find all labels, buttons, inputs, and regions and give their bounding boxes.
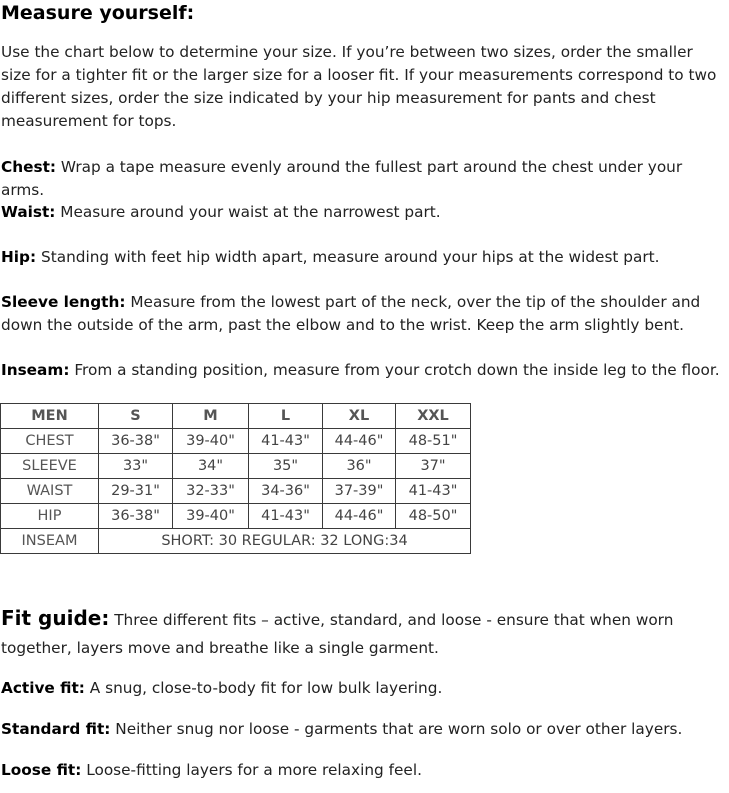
table-row [1,454,471,479]
table-cell: 35" [249,454,323,479]
standard-fit-text: Neither snug nor loose - garments that are worn solo or over other layers. [110,720,683,738]
header-size-s: S [99,404,173,429]
table-cell: 29-31" [99,479,173,504]
table-cell: 41-43" [249,504,323,529]
table-cell: 34-36" [249,479,323,504]
fit-guide-text: Three different fits – active, standard, and loose - ensure that when worn together, layers move and breathe like a single garment. [1,611,674,657]
waist-instruction [1,201,726,224]
fit-guide-title: Fit guide: [1,606,110,630]
table-cell: 34" [173,454,249,479]
table-row [1,529,471,554]
table-cell: 39-40" [173,429,249,454]
sleeve-instruction [1,291,729,337]
table-row [1,479,471,504]
standard-fit-label: Standard fit: [1,720,111,738]
header-size-xl: XL [323,404,396,429]
inseam-lengths-cell: SHORT: 30 REGULAR: 32 LONG:34 [99,529,471,554]
table-cell: 33" [99,454,173,479]
row-label-chest: CHEST [1,429,99,454]
waist-text: Measure around your waist at the narrowest part. [55,203,441,221]
table-cell: 36-38" [99,429,173,454]
chest-text: Wrap a tape measure evenly around the fullest part around the chest under your arms. [1,158,683,199]
hip-text: Standing with feet hip width apart, measure around your hips at the widest part. [36,248,660,266]
header-size-l: L [249,404,323,429]
sleeve-label: Sleeve length: [1,293,126,311]
header-size-m: M [173,404,249,429]
header-size-xxl: XXL [396,404,471,429]
table-cell: 41-43" [396,479,471,504]
active-fit-label: Active fit: [1,679,85,697]
table-row [1,429,471,454]
loose-fit-description [1,759,422,782]
inseam-text: From a standing position, measure from your crotch down the inside leg to the floor. [69,361,720,379]
active-fit-description [1,677,442,700]
fit-guide-section [1,604,726,662]
sleeve-text: Measure from the lowest part of the neck, over the tip of the shoulder and down the outside of the arm, past the elbow and to the wrist. Keep the arm slightly bent. [1,293,701,334]
loose-fit-text: Loose-fitting layers for a more relaxing feel. [81,761,422,779]
table-cell: 37" [396,454,471,479]
loose-fit-label: Loose fit: [1,761,82,779]
table-cell: 48-51" [396,429,471,454]
header-men: MEN [1,404,99,429]
table-cell: 39-40" [173,504,249,529]
hip-instruction [1,246,726,269]
waist-label: Waist: [1,203,56,221]
table-cell: 48-50" [396,504,471,529]
table-cell: 44-46" [323,429,396,454]
table-cell: 36-38" [99,504,173,529]
row-label-hip: HIP [1,504,99,529]
table-cell: 36" [323,454,396,479]
inseam-label: Inseam: [1,361,70,379]
page-title: Measure yourself: [1,2,195,24]
table-cell: 41-43" [249,429,323,454]
chest-label: Chest: [1,158,57,176]
hip-label: Hip: [1,248,37,266]
table-header-row [1,404,471,429]
row-label-waist: WAIST [1,479,99,504]
table-cell: 44-46" [323,504,396,529]
size-chart-table [0,403,471,554]
table-cell: 32-33" [173,479,249,504]
row-label-sleeve: SLEEVE [1,454,99,479]
intro-paragraph: Use the chart below to determine your size. If you’re between two sizes, order the smaller size for a tighter fit or the larger size for a looser fit. If your measurements correspond to two different sizes, order the size indicated by your hip measurement for pants and chest measurement for tops. [1,43,717,130]
active-fit-text: A snug, close-to-body fit for low bulk layering. [84,679,443,697]
table-row [1,504,471,529]
chest-instruction [1,156,726,202]
standard-fit-description [1,718,682,741]
row-label-inseam: INSEAM [1,529,99,554]
table-cell: 37-39" [323,479,396,504]
inseam-instruction [1,359,726,382]
